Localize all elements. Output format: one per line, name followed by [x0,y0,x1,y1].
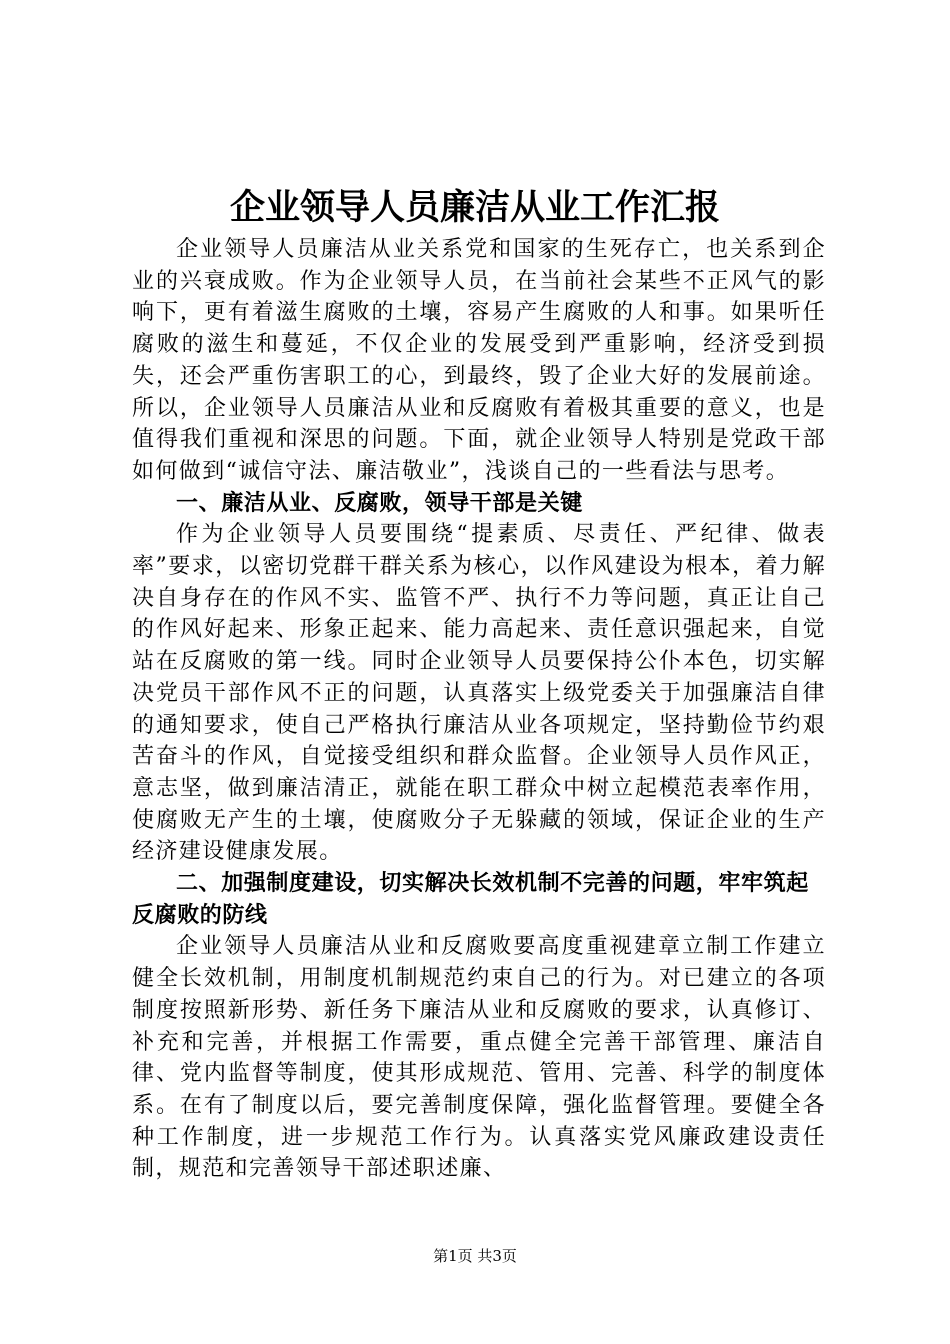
section-2-heading: 二、加强制度建设，切实解决长效机制不完善的问题，牢牢筑起反腐败的防线 [132,871,809,928]
section-2-paragraph: 企业领导人员廉洁从业和反腐败要高度重视建章立制工作建立健全长效机制，用制度机制规范约束自己的行为。对已建立的各项制度按照新形势、新任务下廉洁从业和反腐败的要求，认真修订、补充和完善，并根据工作需要，重点健全完善干部管理、廉洁自律、党内监督等制度，使其形成规范、管用、完善、科学的制度体系。在有了制度以后，要完善制度保障，强化监督管理。要健全各种工作制度，进一步规范工作行为。认真落实党风廉政建设责任制，规范和完善领导干部述职述廉、 [132,934,826,1182]
page-footer: 第1页 共3页 [433,1247,517,1265]
section-1-paragraph: 作为企业领导人员要围绕“提素质、尽责任、严纪律、做表率”要求，以密切党群干群关系为核心，以作风建设为根本，着力解决自身存在的作风不实、监管不严、执行不力等问题，真正让自己的作风好起来、形象正起来、能力高起来、责任意识强起来，自觉站在反腐败的第一线。同时企业领导人员要保持公仆本色，切实解决党员干部作风不正的问题，认真落实上级党委关于加强廉洁自律的通知要求，使自己严格执行廉洁从业各项规定，坚持勤俭节约艰苦奋斗的作风，自觉接受组织和群众监督。企业领导人员作风正，意志坚，做到廉洁清正，就能在职工群众中树立起模范表率作用，使腐败无产生的土壤，使腐败分子无躲藏的领域，保证企业的生产经济建设健康发展。 [132,522,826,865]
document-body [132,234,826,1185]
document-title: 企业领导人员廉洁从业工作汇报 [229,187,720,228]
section-1-heading: 一、廉洁从业、反腐败，领导干部是关键 [176,490,583,516]
intro-paragraph: 企业领导人员廉洁从业关系党和国家的生死存亡，也关系到企业的兴衰成败。作为企业领导人员，在当前社会某些不正风气的影响下，更有着滋生腐败的土壤，容易产生腐败的人和事。如果听任腐败的滋生和蔓延，不仅企业的发展受到严重影响，经济受到损失，还会严重伤害职工的心，到最终，毁了企业大好的发展前途。所以，企业领导人员廉洁从业和反腐败有着极其重要的意义，也是值得我们重视和深思的问题。下面，就企业领导人特别是党政干部如何做到“诚信守法、廉洁敬业”，浅谈自己的一些看法与思考。 [132,237,826,484]
